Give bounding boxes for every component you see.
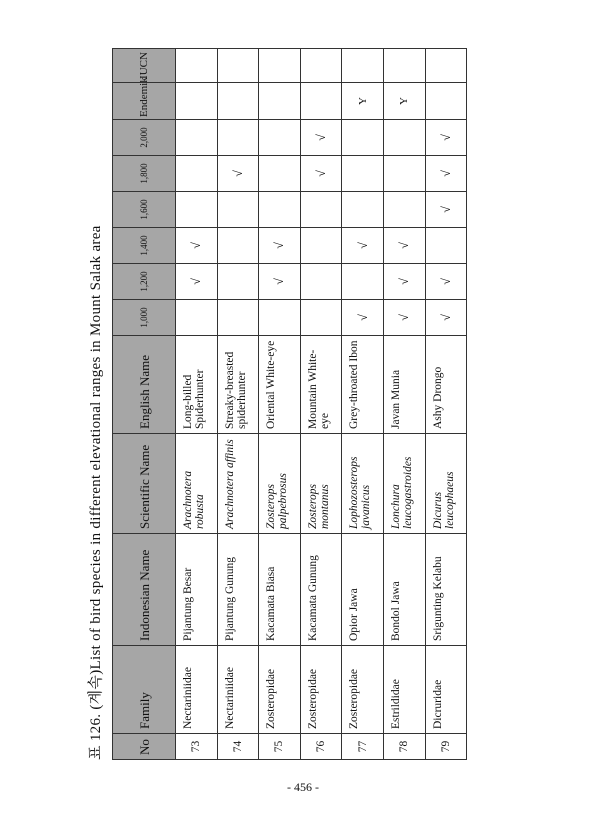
cell-family: Nectariniidae [217,646,259,734]
cell-indonesian-name: Srigunting Kelabu [425,534,467,646]
cell-no: 75 [259,734,301,760]
cell-endemik [259,83,301,120]
cell-indonesian-name: Kacamata Biasa [259,534,301,646]
header-elevation-1000: 1,000 [113,300,176,336]
cell-family: Estrildidae [383,646,425,734]
cell-elevation-1200 [300,264,342,300]
cell-iucn [342,49,384,83]
cell-scientific-name: Zosterops montanus [300,434,342,534]
cell-scientific-name: Arachnotera robusta [176,434,218,534]
cell-no: 76 [300,734,342,760]
cell-no: 77 [342,734,384,760]
header-scientific-name: Scientific Name [113,434,176,534]
header-elevation-2000: 2,000 [113,120,176,156]
cell-elevation-1200: √ [425,264,467,300]
cell-elevation-1000 [300,300,342,336]
cell-elevation-2000 [342,120,384,156]
cell-indonesian-name: Pijantung Besar [176,534,218,646]
cell-elevation-1200: √ [176,264,218,300]
header-english-name: English Name [113,336,176,434]
page-number: - 456 - [287,780,319,794]
cell-scientific-name: Arachnotera affinis [217,434,259,534]
header-row [113,49,176,760]
cell-elevation-1000 [217,300,259,336]
cell-no: 74 [217,734,259,760]
cell-elevation-1800: √ [425,156,467,192]
cell-elevation-1400: √ [259,228,301,264]
cell-elevation-1200 [342,264,384,300]
cell-elevation-1000 [176,300,218,336]
cell-iucn [425,49,467,83]
table-row [300,49,342,760]
cell-iucn [176,49,218,83]
cell-family: Nectariniidae [176,646,218,734]
cell-elevation-1400 [217,228,259,264]
cell-no: 78 [383,734,425,760]
cell-elevation-1800 [383,156,425,192]
cell-elevation-1400 [300,228,342,264]
header-elevation-1800: 1,800 [113,156,176,192]
cell-iucn [259,49,301,83]
rotated-page-content [84,52,456,760]
cell-english-name: Oriental White-eye [259,336,301,434]
cell-elevation-1000: √ [425,300,467,336]
cell-elevation-1000 [259,300,301,336]
cell-english-name: Mountain White-eye [300,336,342,434]
cell-elevation-1400: √ [383,228,425,264]
header-no: No [113,734,176,760]
cell-elevation-1800 [342,156,384,192]
header-iucn: IUCN [113,49,176,83]
cell-indonesian-name: Opior Jawa [342,534,384,646]
table-row [259,49,301,760]
cell-indonesian-name: Bondol Jawa [383,534,425,646]
cell-elevation-2000: √ [425,120,467,156]
cell-elevation-1600 [176,192,218,228]
cell-english-name: Long-billed Spiderhunter [176,336,218,434]
cell-elevation-1000: √ [383,300,425,336]
cell-elevation-1400: √ [176,228,218,264]
table-row [342,49,384,760]
cell-english-name: Grey-throated Ibon [342,336,384,434]
cell-family: Zosteropidae [342,646,384,734]
cell-elevation-2000 [176,120,218,156]
cell-elevation-1400: √ [342,228,384,264]
header-elevation-1600: 1,600 [113,192,176,228]
cell-indonesian-name: Kacamata Gunung [300,534,342,646]
cell-elevation-1200: √ [383,264,425,300]
cell-iucn [383,49,425,83]
cell-english-name: Ashy Drongo [425,336,467,434]
cell-family: Dicruridae [425,646,467,734]
table-row [176,49,218,760]
cell-elevation-1600 [342,192,384,228]
header-elevation-1200: 1,200 [113,264,176,300]
cell-elevation-2000 [383,120,425,156]
cell-iucn [217,49,259,83]
cell-elevation-1000: √ [342,300,384,336]
cell-elevation-1600 [217,192,259,228]
cell-scientific-name: Zosterops palpebrosus [259,434,301,534]
cell-scientific-name: Lonchura leucogastroides [383,434,425,534]
cell-endemik [300,83,342,120]
cell-elevation-1600 [383,192,425,228]
cell-elevation-1800 [259,156,301,192]
header-endemik: Endemik [113,83,176,120]
cell-english-name: Streaky-breasted spiderhunter [217,336,259,434]
cell-endemik [425,83,467,120]
cell-scientific-name: Lophozosterops javanicus [342,434,384,534]
cell-elevation-2000 [259,120,301,156]
cell-family: Zosteropidae [259,646,301,734]
header-indonesian-name: Indonesian Name [113,534,176,646]
cell-elevation-2000: √ [300,120,342,156]
cell-english-name: Javan Munia [383,336,425,434]
cell-elevation-1600 [300,192,342,228]
cell-family: Zosteropidae [300,646,342,734]
cell-elevation-1200: √ [259,264,301,300]
table-row [425,49,467,760]
table-caption: 표 126. (계속)List of bird species in different elevational ranges in Mount Salak area [88,225,104,760]
cell-elevation-1600: √ [425,192,467,228]
cell-no: 73 [176,734,218,760]
cell-elevation-1200 [217,264,259,300]
header-family: Family [113,646,176,734]
cell-elevation-1800: √ [300,156,342,192]
cell-endemik [217,83,259,120]
cell-elevation-1800 [176,156,218,192]
cell-elevation-1600 [259,192,301,228]
table-row [383,49,425,760]
cell-indonesian-name: Pijantung Gunung [217,534,259,646]
cell-endemik: Y [342,83,384,120]
cell-no: 79 [425,734,467,760]
table-row [217,49,259,760]
cell-endemik [176,83,218,120]
cell-scientific-name: Dicurus leucophaeus [425,434,467,534]
cell-elevation-2000 [217,120,259,156]
header-elevation-1400: 1,400 [113,228,176,264]
cell-elevation-1400 [425,228,467,264]
cell-iucn [300,49,342,83]
bird-species-table [112,48,467,760]
cell-elevation-1800: √ [217,156,259,192]
cell-endemik: Y [383,83,425,120]
